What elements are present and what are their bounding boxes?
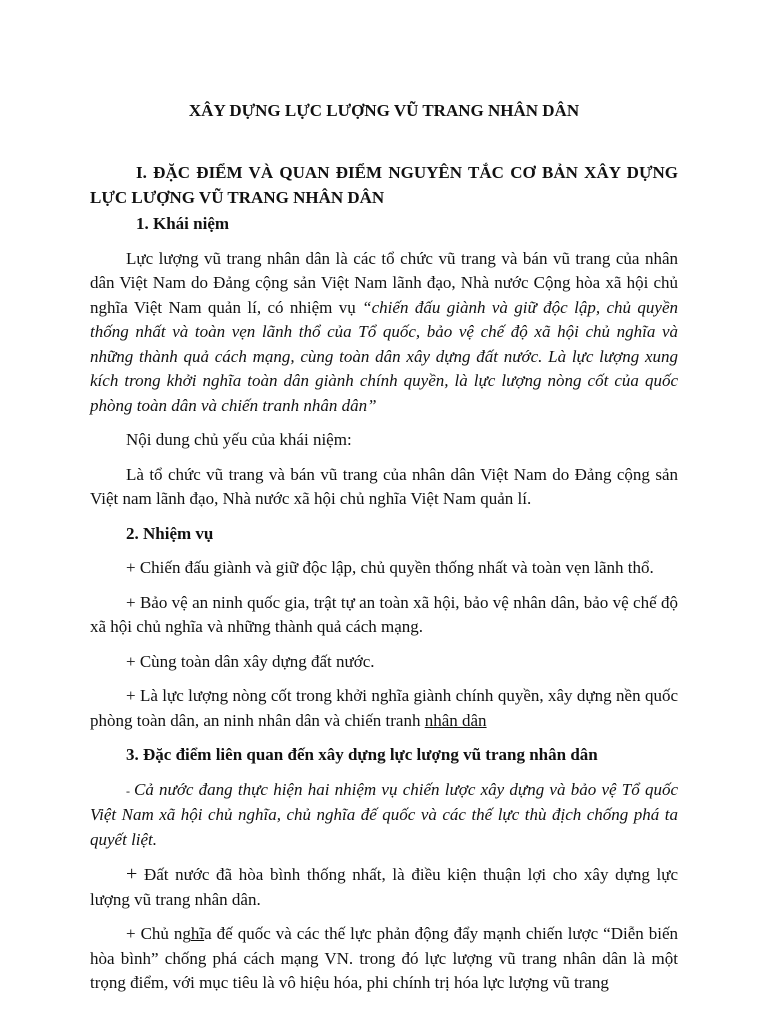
feature-paragraph — [90, 862, 678, 912]
document-title: XÂY DỰNG LỰC LƯỢNG VŨ TRANG NHÂN DÂN — [188, 101, 580, 120]
document-body — [90, 161, 678, 1006]
feature-text: Đất nước đã hòa bình thống nhất, là điều kiện thuận lợi cho xây dựng lực lượng vũ trang nhân dân. — [90, 865, 678, 909]
definition-content-label: Nội dung chủ yếu của khái niệm: — [126, 430, 352, 449]
duty-item: + Bảo vệ an ninh quốc gia, trật tự an toàn xã hội, bảo vệ nhân dân, bảo vệ chế độ xã hội chủ nghĩa và những thành quả cách mạng. — [90, 592, 678, 636]
feature-text-start: + Chủ ng — [126, 924, 191, 943]
duty-item-text: + Là lực lượng nòng cốt trong khởi nghĩa giành chính quyền, xây dựng nền quốc phòng toàn dân, an ninh nhân dân và chiến tranh — [90, 686, 678, 730]
subsection-3-heading: 3. Đặc điểm liên quan đến xây dựng lực lượng vũ trang nhân dân — [126, 745, 598, 764]
underlined-text: hĩ — [190, 924, 205, 943]
subsection-1-heading: 1. Khái niệm — [136, 214, 230, 233]
duty-item — [90, 684, 678, 733]
plus-bullet: + — [126, 863, 138, 885]
feature-paragraph — [90, 922, 678, 996]
feature-italic-text: Cả nước đang thực hiện hai nhiệm vụ chiến lược xây dựng và bảo vệ Tổ quốc Việt Nam xã hội chủ nghĩa, chủ nghĩa đế quốc và các thế lực thù địch chống phá ta quyết liệt. — [90, 779, 678, 849]
subsection-2-heading: 2. Nhiệm vụ — [126, 523, 214, 543]
duty-item: + Chiến đấu giành và giữ độc lập, chủ quyền thống nhất và toàn vẹn lãnh thổ. — [126, 558, 654, 577]
underlined-text: nhân dân — [424, 710, 487, 730]
definition-text: Lực lượng vũ trang nhân dân là các tổ chức vũ trang và bán vũ trang của nhân dân Việt Nam do Đảng cộng sản Việt Nam lãnh đạo, Nhà nước Cộng hòa xã hội chủ nghĩa Việt Nam quản lí, có nhiệm vụ — [90, 248, 678, 317]
feature-paragraph — [90, 778, 678, 853]
feature-text-end: a đế quốc và các thế lực phản động đẩy mạnh chiến lược “Diễn biến hòa bình” chống phá cách mạng VN. trong đó lực lượng vũ trang nhân dân là một trọng điểm, với mục tiêu là vô hiệu hóa, phi chính trị hóa lực lượng vũ trang — [90, 924, 678, 992]
definition-quote: “chiến đấu giành và giữ độc lập, chủ quyền thống nhất và toàn vẹn lãnh thổ của Tổ quốc, bảo vệ chế độ xã hội chủ nghĩa và những thành quả cách mạng, cùng toàn dân xây dựng đất nước. Là lực lượng xung kích trong khởi nghĩa toàn dân giành chính quyền, là lực lượng nòng cốt của quốc phòng toàn dân và chiến tranh nhân dân” — [90, 297, 678, 415]
definition-paragraph — [90, 247, 678, 419]
dash-bullet: - — [126, 783, 134, 798]
duty-item: + Cùng toàn dân xây dựng đất nước. — [126, 651, 375, 671]
section-1-heading: I. ĐẶC ĐIỂM VÀ QUAN ĐIỂM NGUYÊN TẮC CƠ BẢN XÂY DỰNG LỰC LƯỢNG VŨ TRANG NHÂN DÂN — [90, 163, 678, 207]
definition-content-paragraph: Là tổ chức vũ trang và bán vũ trang của nhân dân Việt Nam do Đảng cộng sản Việt nam lãnh đạo, Nhà nước xã hội chủ nghĩa Việt Nam quản lí. — [90, 464, 678, 508]
